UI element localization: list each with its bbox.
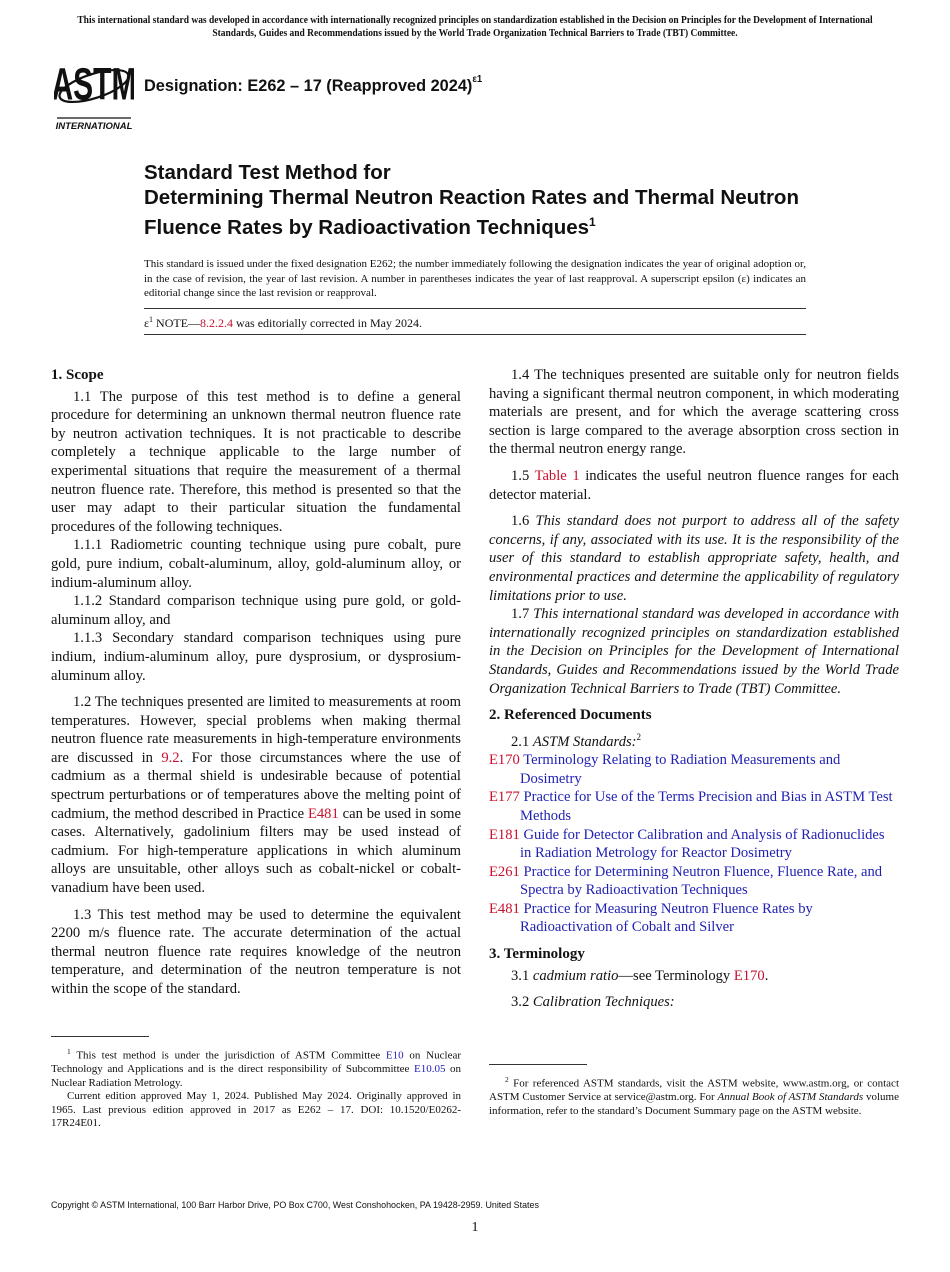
- title-footnote-mark[interactable]: 1: [589, 215, 596, 229]
- copyright: Copyright © ASTM International, 100 Barr Harbor Drive, PO Box C700, West Conshohocken, PA 19428-2959. United States: [51, 1199, 539, 1210]
- ref-e181[interactable]: E181 Guide for Detector Calibration and Analysis of Radionuclides in Radiation Metrology for Reactor Dosimetry: [489, 826, 885, 862]
- link-e170[interactable]: E170: [733, 967, 765, 984]
- link-9-2[interactable]: 9.2: [161, 749, 180, 766]
- svg-text:ASTM: ASTM: [54, 59, 134, 111]
- svg-text:INTERNATIONAL: INTERNATIONAL: [55, 121, 133, 132]
- para-1-2: 1.2 The techniques presented are limited to measurements at room temperatures. However, special problems when making thermal neutron fluence rate measurements in high-temperature environments are discussed in 9.2. For those circumstances where the use of cadmium as a thermal shield is undesirable because of potential spectrum perturbations or of temperatures above the melting point of cadmium, the method described in Practice E481 can be used in some cases. Alternatively, gadolinium filters may be used instead of cadmium. For high-temperature applications in which aluminum alloys are unsuitable, other alloys such as cobalt-nickel or cobalt-vanadium have been used.: [51, 694, 461, 897]
- footnote-2-mark[interactable]: 2: [636, 731, 642, 742]
- para-2-1: 2.1 ASTM Standards:$^2$: [511, 731, 642, 750]
- para-1-4: 1.4 The techniques presented are suitable only for neutron fields having a significant thermal neutron component, in which moderating materials are present, and for which the average scattering cross section is large compared to the average absorption cross section in the thermal neutron energy range.: [489, 367, 899, 458]
- section-1-heading: 1. Scope: [51, 367, 104, 383]
- edition-note: Current edition approved May 1, 2024. Published May 2024. Originally approved in 1965. Last previous edition approved in 2017 as E262 – 17. DOI: 10.1520/E0262-17R24E01.: [51, 1090, 461, 1130]
- section-3-heading: 3. Terminology: [489, 946, 585, 963]
- top-notice: This international standard was developed in accordance with internationally recognized principles on standardization established in the Decision on Principles for the Development of International Standards, Guides and Recommendations issued by the World Trade Organization Technical Barriers to Trade (TBT) Committee.: [77, 15, 873, 39]
- para-1-1-3: 1.1.3 Secondary standard comparison techniques using pure indium, indium-aluminum alloy, pure dysprosium, or dysprosium-aluminum alloy.: [51, 630, 461, 684]
- para-1-6: 1.6 This standard does not purport to address all of the safety concerns, if any, associated with its use. It is the responsibility of the user of this standard to establish appropriate safety, health, and environmental practices and determine the applicability of regulatory limitations prior to use.: [489, 513, 899, 604]
- link-e10[interactable]: E10: [385, 1049, 404, 1062]
- designation: [144, 76, 482, 96]
- ref-e170[interactable]: E170 Terminology Relating to Radiation Measurements and Dosimetry: [489, 752, 841, 787]
- link-8-2-2-4[interactable]: 8.2.2.4: [200, 316, 234, 330]
- page-title: [144, 160, 824, 240]
- page-number: 1: [471, 1220, 479, 1235]
- para-1-7: 1.7 This international standard was developed in accordance with internationally recognized principles on standardization established in the Decision on Principles for the Development of International Standards, Guides and Recommendations issued by the World Trade Organization Technical Barriers to Trade (TBT) Committee.: [489, 606, 900, 697]
- para-1-1-2: 1.1.2 Standard comparison technique using pure gold, or gold-aluminum alloy, and: [51, 593, 461, 628]
- footnote-divider: [51, 1036, 149, 1037]
- section-2-heading: 2. Referenced Documents: [489, 707, 652, 724]
- title-line1: Standard Test Method for: [144, 161, 391, 184]
- ref-e481[interactable]: E481 Practice for Measuring Neutron Fluence Rates by Radioactivation of Cobalt and Silver: [489, 900, 813, 936]
- designation-epsilon: ε1: [472, 74, 483, 86]
- para-1-5: 1.5 Table 1 indicates the useful neutron fluence ranges for each detector material.: [489, 467, 899, 503]
- para-1-3: 1.3 This test method may be used to determine the equivalent 2200 m/s fluence rate. The accurate determination of the actual thermal neutron fluence rate requires knowledge of the neutron temperature, and determination of the neutron temperature is not within the scope of the standard.: [51, 906, 461, 997]
- para-3-1: 3.1 cadmium ratio—see Terminology E170.: [511, 967, 769, 984]
- para-3-2: 3.2 Calibration Techniques:: [511, 994, 675, 1011]
- editorial-note: $\varepsilon^1$ NOTE—8.2.2.4 was editorially corrected in May 2024.: [144, 308, 806, 335]
- right-column: [489, 366, 899, 1012]
- footnote-2: $^2$ For referenced ASTM standards, visit the ASTM website, www.astm.org, or contact ASTM Customer Service at service@astm.org. For Annual Book of ASTM Standards volume information, refer to the standard’s Document Summary page on the ASTM website.: [489, 1064, 899, 1118]
- astm-logo: [54, 56, 134, 132]
- designation-text: Designation: E262 – 17 (Reapproved 2024): [144, 76, 473, 95]
- astm-logo-icon: [54, 56, 134, 132]
- footnote-1: $^1$ This test method is under the jurisdiction of ASTM Committee E10 on Nuclear Technology and Applications and is the direct responsibility of Subcommittee E10.05 on Nuclear Radiation Metrology. Current edition approved May 1, 2024. Published May 2024. Originally approved in 1965. Last previous edition approved in 2017 as E262 – 17. DOI: 10.1520/E0262-17R24E01.: [51, 1036, 461, 1131]
- left-column: [51, 366, 461, 999]
- title-main: Determining Thermal Neutron Reaction Rates and Thermal Neutron Fluence Rates by Radioactivation Techniques$^1$: [144, 186, 799, 239]
- issued-note: This standard is issued under the fixed designation E262; the number immediately following the designation indicates the year of original adoption or, in the case of revision, the year of last revision. A number in parentheses indicates the year of last reapproval. A superscript epsilon (ε) indicates an editorial change since the last revision or reapproval.: [144, 258, 806, 299]
- footnote-divider: [489, 1064, 587, 1065]
- para-1-1-1: 1.1.1 Radiometric counting technique using pure cobalt, pure gold, pure indium, cobalt-aluminum, alloy, gold-aluminum alloy, or indium-aluminum alloy.: [51, 537, 461, 591]
- link-e481[interactable]: E481: [307, 805, 339, 822]
- para-1-1: 1.1 The purpose of this test method is to define a general procedure for determining an unknown thermal neutron fluence rate by neutron activation techniques. It is not practicable to describe completely a technique applicable to the large number of experimental situations that require the measurement of a thermal neutron fluence rate. Therefore, this method is presented so that the user may adapt to their particular situation the fundamental procedures of the following techniques.: [51, 388, 461, 535]
- ref-e261[interactable]: E261 Practice for Determining Neutron Fluence, Fluence Rate, and Spectra by Radioactivation Techniques: [489, 863, 883, 899]
- link-table-1[interactable]: Table 1: [534, 467, 580, 484]
- ref-e177[interactable]: E177 Practice for Use of the Terms Precision and Bias in ASTM Test Methods: [489, 789, 893, 824]
- link-e10-05[interactable]: E10.05: [413, 1063, 446, 1076]
